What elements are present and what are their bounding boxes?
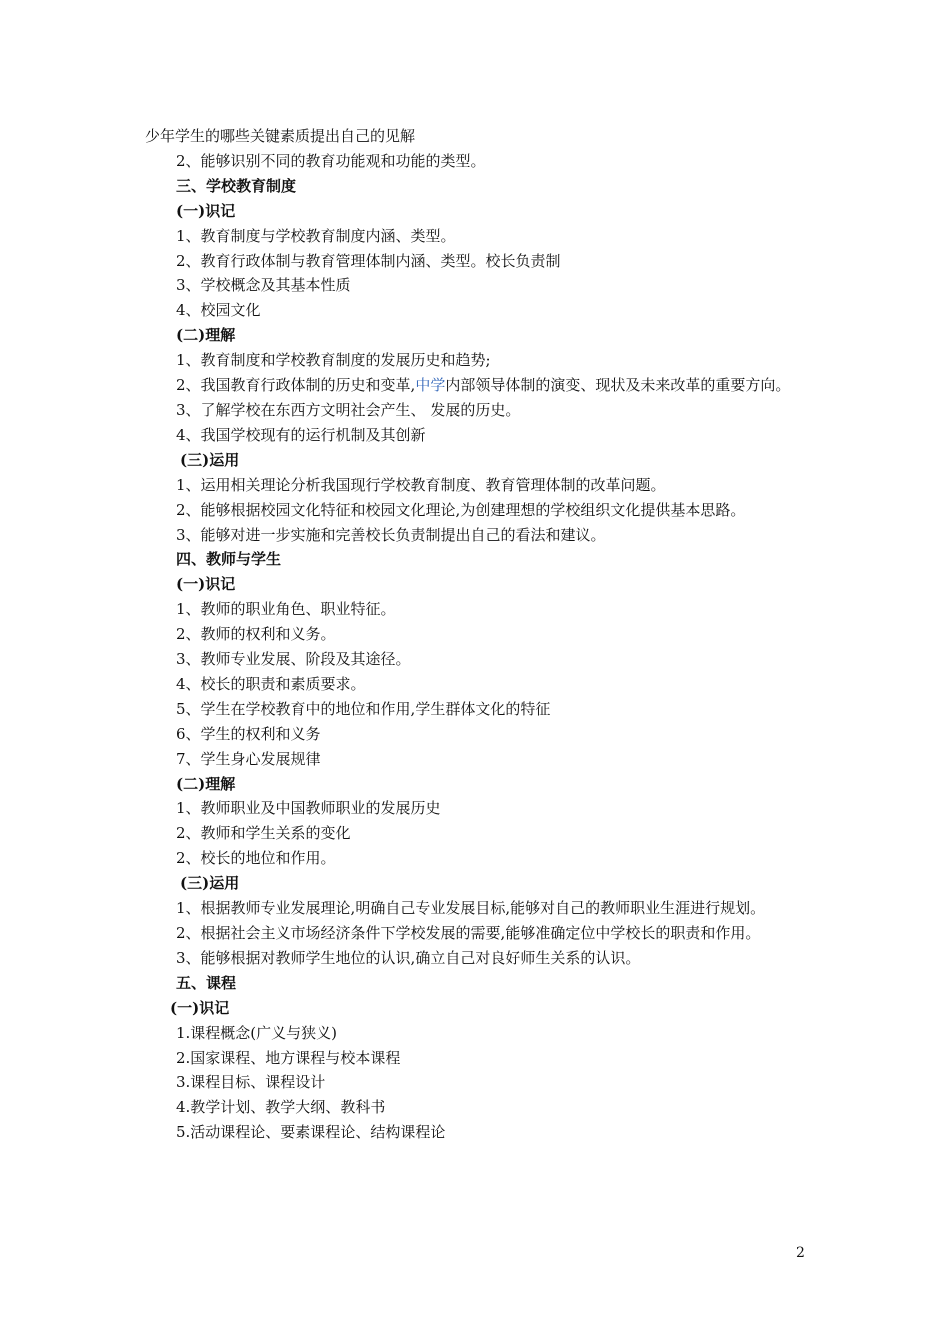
paragraph-line: 6、学生的权利和义务: [176, 724, 321, 743]
inline-link[interactable]: 中学: [415, 376, 446, 395]
paragraph-line: 4、我国学校现有的运行机制及其创新: [176, 425, 426, 444]
paragraph-line: 1、教师的职业角色、职业特征。: [176, 600, 396, 619]
section-heading: (二)理解: [176, 774, 236, 793]
paragraph-line: 1、根据教师专业发展理论,明确自己专业发展目标,能够对自己的教师职业生涯进行规划。: [176, 899, 766, 918]
section-heading: (二)理解: [176, 326, 236, 345]
paragraph-line: 2、能够根据校园文化特征和校园文化理论,为创建理想的学校组织文化提供基本思路。: [176, 500, 746, 519]
line-text: 内部领导体制的演变、现状及未来改革的重要方向。: [445, 376, 791, 395]
paragraph-line: 1、教育制度和学校教育制度的发展历史和趋势;: [176, 351, 491, 370]
paragraph-line: 2、教师的权利和义务。: [176, 625, 336, 644]
section-heading: 三、学校教育制度: [176, 176, 297, 195]
paragraph-line: 5.活动课程论、要素课程论、结构课程论: [176, 1123, 446, 1142]
section-heading: (三)运用: [180, 450, 240, 469]
paragraph-line: 2、教育行政体制与教育管理体制内涵、类型。校长负责制: [176, 251, 561, 270]
paragraph-line: 3、了解学校在东西方文明社会产生、 发展的历史。: [176, 400, 521, 419]
paragraph-line: 2、校长的地位和作用。: [176, 849, 336, 868]
paragraph-line: 5、学生在学校教育中的地位和作用,学生群体文化的特征: [176, 699, 551, 718]
section-heading: (三)运用: [180, 874, 240, 893]
paragraph-line: 3、能够对进一步实施和完善校长负责制提出自己的看法和建议。: [176, 525, 606, 544]
paragraph-line: 3、学校概念及其基本性质: [176, 276, 351, 295]
paragraph-line: 2、能够识别不同的教育功能观和功能的类型。: [176, 151, 486, 170]
paragraph-line: 少年学生的哪些关键素质提出自己的见解: [145, 127, 416, 145]
paragraph-line: [145, 373, 810, 398]
paragraph-line: 3、教师专业发展、阶段及其途径。: [176, 650, 411, 669]
page-content: [145, 124, 810, 1145]
line-text: 2、我国教育行政体制的历史和变革,: [176, 376, 416, 395]
paragraph-line: 2.国家课程、地方课程与校本课程: [176, 1048, 401, 1067]
paragraph-line: 4、校园文化: [176, 301, 261, 320]
page-number: 2: [796, 1245, 805, 1261]
paragraph-line: 4.教学计划、教学大纲、教科书: [176, 1098, 386, 1117]
paragraph-line: 2、教师和学生关系的变化: [176, 824, 351, 843]
section-heading: (一)识记: [176, 575, 236, 594]
paragraph-line: 3.课程目标、课程设计: [176, 1073, 326, 1092]
paragraph-line: 1、教育制度与学校教育制度内涵、类型。: [176, 226, 456, 245]
section-heading: 五、课程: [176, 973, 237, 992]
paragraph-line: 7、学生身心发展规律: [176, 749, 321, 768]
paragraph-line: 1、教师职业及中国教师职业的发展历史: [176, 799, 441, 818]
section-heading: 四、教师与学生: [176, 550, 282, 569]
paragraph-line: 1.课程概念(广义与狭义): [176, 1023, 338, 1042]
paragraph-line: 4、校长的职责和素质要求。: [176, 674, 366, 693]
paragraph-line: 1、运用相关理论分析我国现行学校教育制度、教育管理体制的改革问题。: [176, 475, 666, 494]
section-heading: (一)识记: [170, 998, 230, 1017]
paragraph-line: 2、根据社会主义市场经济条件下学校发展的需要,能够准确定位中学校长的职责和作用。: [176, 924, 761, 942]
section-heading: (一)识记: [176, 201, 236, 220]
paragraph-line: 3、能够根据对教师学生地位的认识,确立自己对良好师生关系的认识。: [176, 948, 641, 967]
